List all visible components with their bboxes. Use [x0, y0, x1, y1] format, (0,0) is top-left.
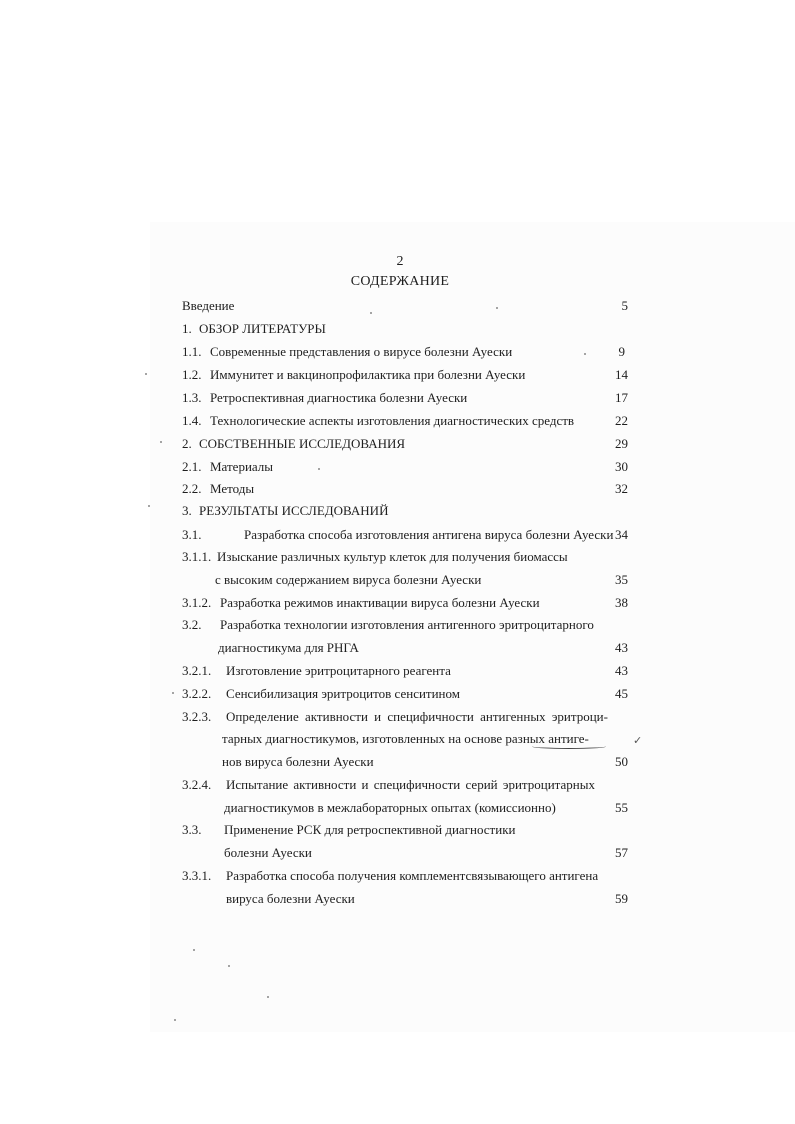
- toc-entry-page: 59: [615, 891, 628, 906]
- toc-entry-page: 30: [615, 459, 628, 474]
- scan-speck: [496, 307, 498, 309]
- toc-entry-title: Разработка технологии изготовления антигенного эритроцитарного: [220, 617, 594, 632]
- toc-entry-title: Применение РСК для ретроспективной диагностики: [224, 822, 516, 837]
- pen-check-mark: ✓: [633, 735, 643, 747]
- toc-entry-number: 2.2.: [182, 481, 202, 496]
- toc-entry-page: 35: [615, 572, 628, 587]
- toc-entry-page: 14: [615, 367, 628, 382]
- toc-entry-number: 3.3.1.: [182, 868, 212, 883]
- toc-entry-page: 22: [615, 413, 628, 428]
- toc-entry-title: Разработка способа изготовления антигена вируса болезни Ауески: [244, 527, 614, 542]
- toc-entry-page: 43: [615, 663, 628, 678]
- toc-entry-number: 1.4.: [182, 413, 202, 428]
- scan-speck: [193, 949, 195, 951]
- toc-entry-page: 29: [615, 436, 628, 451]
- toc-entry-title: болезни Ауески: [224, 845, 312, 860]
- toc-entry-title: Ретроспективная диагностика болезни Ауески: [210, 390, 468, 405]
- toc-entry-page: 32: [615, 481, 628, 496]
- toc-entry-title: ОБЗОР ЛИТЕРАТУРЫ: [199, 321, 326, 336]
- page-title: СОДЕРЖАНИЕ: [350, 274, 450, 289]
- toc-entry-page: 55: [615, 800, 628, 815]
- scan-speck: [318, 468, 320, 470]
- toc-entry-title: Испытание активности и специфичности серий эритроцитарных: [226, 777, 595, 792]
- toc-entry-title: с высоким содержанием вируса болезни Ауески: [215, 572, 482, 587]
- toc-entry-number: 3.1.1.: [182, 549, 212, 564]
- pen-underline-mark: [532, 744, 606, 749]
- toc-entry-number: 3.2.1.: [182, 663, 212, 678]
- toc-entry-title: Материалы: [210, 459, 274, 474]
- toc-entry-title: Разработка способа получения комплементсвязывающего антигена: [226, 868, 599, 883]
- toc-entry-number: 1.3.: [182, 390, 202, 405]
- toc-entry-number: 3.3.: [182, 822, 202, 837]
- scan-speck: [267, 996, 269, 998]
- toc-entry-page: 34: [615, 527, 628, 542]
- scan-speck: [370, 312, 372, 314]
- toc-entry-title: нов вируса болезни Ауески: [222, 754, 374, 769]
- toc-entry-number: 3.1.2.: [182, 595, 212, 610]
- toc-entry-title: Введение: [182, 298, 235, 313]
- toc-entry-title: РЕЗУЛЬТАТЫ ИССЛЕДОВАНИЙ: [199, 503, 389, 518]
- toc-entry-title: СОБСТВЕННЫЕ ИССЛЕДОВАНИЯ: [199, 436, 406, 451]
- page-number: 2: [396, 254, 404, 269]
- toc-entry-number: 3.2.: [182, 617, 202, 632]
- toc-entry-page: 17: [615, 390, 628, 405]
- toc-entry-number: 3.2.4.: [182, 777, 212, 792]
- toc-entry-title: вируса болезни Ауески: [226, 891, 355, 906]
- toc-entry-title: Иммунитет и вакцинопрофилактика при болезни Ауески: [210, 367, 526, 382]
- toc-entry-page: 38: [615, 595, 628, 610]
- toc-entry-number: 1.2.: [182, 367, 202, 382]
- toc-entry-number: 1.1.: [182, 344, 202, 359]
- toc-entry-number: 3.2.2.: [182, 686, 212, 701]
- toc-entry-title: Определение активности и специфичности антигенных эритроци-: [226, 709, 608, 724]
- toc-entry-number: 3.: [182, 503, 192, 518]
- toc-entry-page: 43: [615, 640, 628, 655]
- scan-speck: [148, 505, 150, 507]
- toc-entry-title: тарных диагностикумов, изготовленных на основе разных антиге-: [222, 731, 589, 746]
- toc-entry-title: Разработка режимов инактивации вируса болезни Ауески: [220, 595, 540, 610]
- toc-entry-title: диагностикума для РНГА: [218, 640, 359, 655]
- toc-entry-title: Сенсибилизация эритроцитов сенситином: [226, 686, 460, 701]
- toc-entry-title: диагностикумов в межлабораторных опытах (комиссионно): [224, 800, 556, 815]
- toc-entry-number: 1.: [182, 321, 192, 336]
- toc-entry-number: 3.1.: [182, 527, 202, 542]
- scan-speck: [160, 441, 162, 443]
- toc-entry-page: 57: [615, 845, 628, 860]
- toc-entry-page: 9: [618, 344, 625, 359]
- scan-speck: [172, 692, 174, 694]
- toc-entry-number: 2.: [182, 436, 192, 451]
- toc-entry-number: 2.1.: [182, 459, 202, 474]
- toc-entry-number: 3.2.3.: [182, 709, 212, 724]
- scan-speck: [174, 1019, 176, 1021]
- scan-speck: [145, 373, 147, 375]
- toc-entry-page: 5: [621, 298, 628, 313]
- toc-entry-title: Методы: [210, 481, 255, 496]
- toc-entry-title: Технологические аспекты изготовления диагностических средств: [210, 413, 575, 428]
- toc-entry-title: Изыскание различных культур клеток для получения биомассы: [217, 549, 568, 564]
- scan-speck: [584, 353, 586, 355]
- toc-entry-title: Современные представления о вирусе болезни Ауески: [210, 344, 513, 359]
- toc-entry-page: 45: [615, 686, 628, 701]
- toc-entry-page: 50: [615, 754, 628, 769]
- scan-speck: [228, 965, 230, 967]
- toc-entry-title: Изготовление эритроцитарного реагента: [226, 663, 451, 678]
